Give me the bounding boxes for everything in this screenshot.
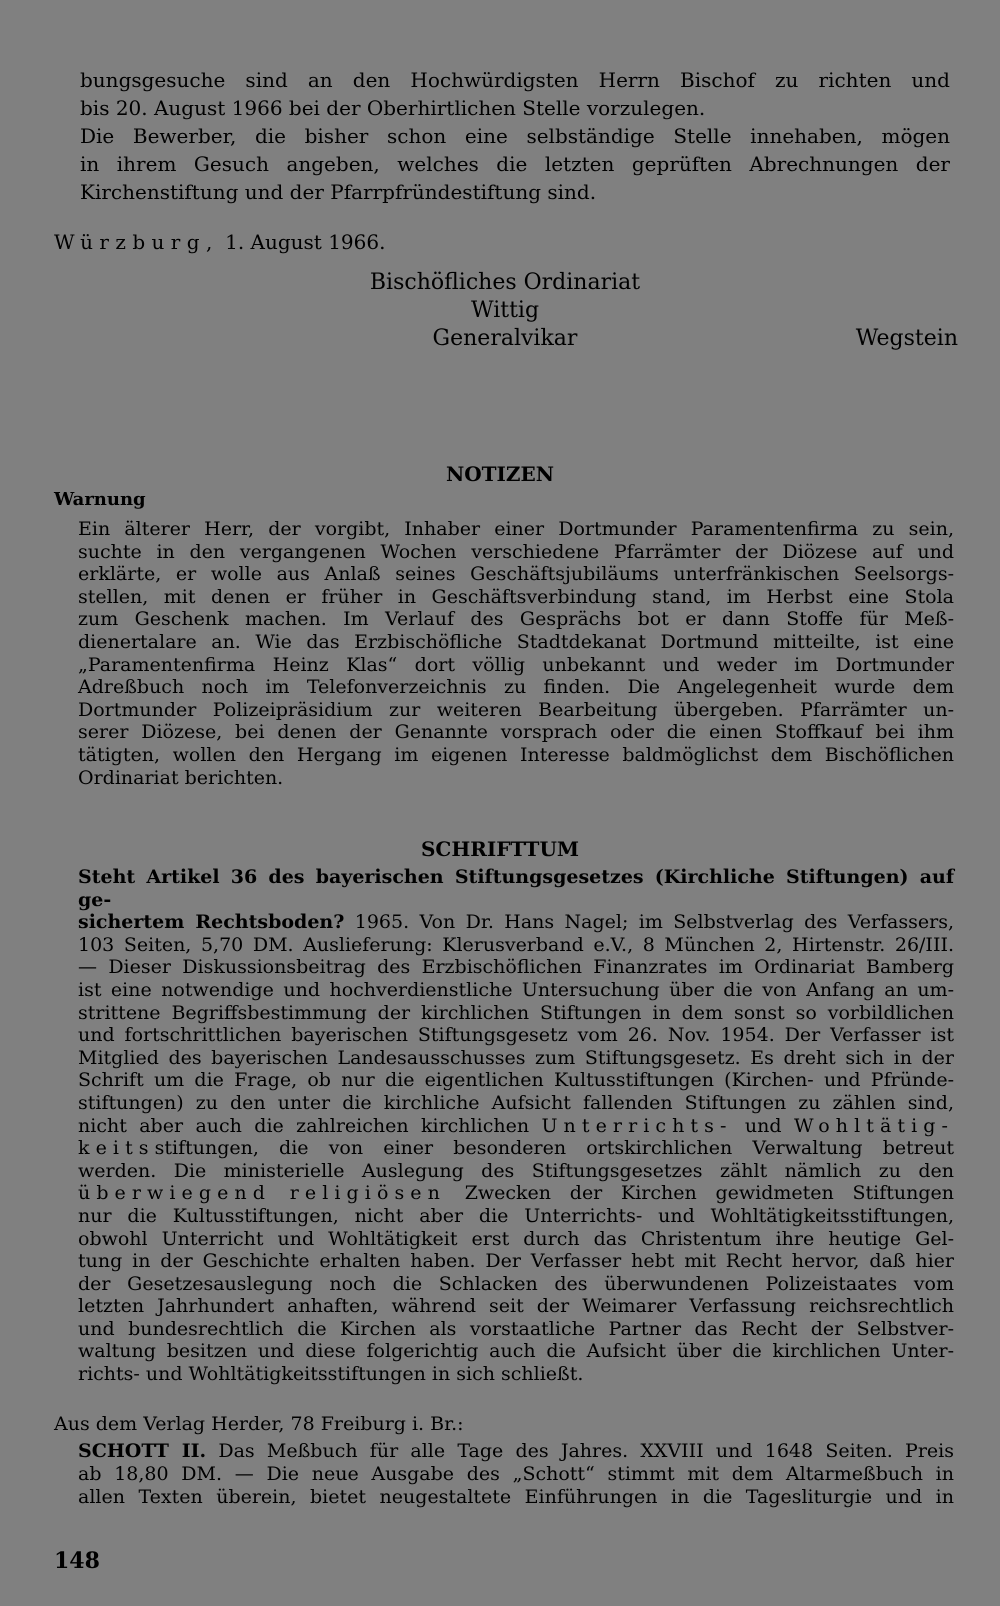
dateline — [54, 228, 554, 256]
text-line: werden. Die ministerielle Auslegung des Stiftungsgesetzes zählt nämlich zu den — [78, 1159, 954, 1182]
text-line: Kirchenstiftung und der Pfarrpfründestiftung sind. — [80, 180, 597, 204]
text-fragment: nicht aber auch die zahlreichen kirchlichen — [78, 1114, 542, 1137]
text-line: nur die Kultusstiftungen, nicht aber die Unterrichts- und Wohltätigkeitsstiftungen, — [78, 1204, 954, 1227]
emphasis-religioesen: religiösen — [289, 1182, 446, 1205]
text-line: stellen, mit denen er früher in Geschäftsverbindung stand, im Herbst eine Stola — [78, 585, 954, 608]
signature-name: Wittig — [470, 298, 540, 323]
book-title-line: Steht Artikel 36 des bayerischen Stiftungsgesetzes (Kirchliche Stiftungen) auf ge- — [78, 866, 954, 911]
text-line: in ihrem Gesuch angeben, welches die letzten geprüften Abrechnungen der — [80, 152, 950, 176]
text-line — [78, 911, 954, 934]
emphasis-keits: keits — [78, 1137, 155, 1160]
text-line: richts- und Wohltätigkeitsstiftungen in sich schließt. — [78, 1363, 584, 1386]
emphasis-unterrichts: Unterrichts- — [541, 1114, 733, 1137]
text-line: der Gesetzesauslegung noch die Schlacken des überwundenen Polizeistaates vom — [78, 1272, 954, 1295]
text-line: erklärte, er wolle aus Anlaß seines Geschäftsjubiläums unterfränkischen Seelsorgs- — [78, 563, 954, 586]
text-line — [78, 1115, 954, 1138]
herder-paragraph — [78, 1440, 954, 1509]
text-line — [78, 1182, 954, 1205]
text-line: tätigten, wollen den Hergang im eigenen Interesse baldmöglichst dem Bischöflichen — [78, 743, 954, 766]
text-fragment: Zwecken der Kirchen gewidmeten Stiftungen — [445, 1182, 954, 1205]
emphasis-ueberwiegend: überwiegend — [78, 1182, 271, 1205]
signature-cosigner: Wegstein — [855, 326, 958, 351]
text-fragment: stiftungen, die von einer besonderen ortskirchlichen Verwaltung betreut — [154, 1137, 954, 1160]
text-line: ab 18,80 DM. — Die neue Ausgabe des „Schott“ stimmt mit dem Altarmeßbuch in — [78, 1463, 954, 1485]
text-fragment: Das Meßbuch für alle Tage des Jahres. XXVIII und 1648 Seiten. Preis — [206, 1440, 954, 1462]
text-line: serer Diözese, bei denen der Genannte vorsprach oder die einen Stoffkauf bei ihm — [78, 721, 954, 744]
text-line — [78, 1440, 954, 1463]
text-line: „Paramentenfirma Heinz Klas“ dort völlig unbekannt und weder im Dortmunder — [78, 653, 954, 676]
text-fragment: und — [732, 1114, 794, 1137]
text-line: bis 20. August 1966 bei der Oberhirtlichen Stelle vorzulegen. — [80, 96, 706, 120]
page-number: 148 — [54, 1548, 100, 1574]
text-line: waltung besitzen und diese folgerichtig auch die Aufsicht über die kirchlichen Unter- — [78, 1340, 954, 1363]
text-line: und bundesrechtlich die Kirchen als vorstaatliche Partner das Recht der Selbstver- — [78, 1317, 954, 1340]
text-line: Adreßbuch noch im Telefonverzeichnis zu finden. Die Angelegenheit wurde dem — [78, 676, 954, 699]
text-line: Ein älterer Herr, der vorgibt, Inhaber einer Dortmunder Paramentenfirma zu sein, — [78, 518, 954, 540]
text-line: Schrift um die Frage, ob nur die eigentlichen Kultusstiftungen (Kirchen- und Pfründe- — [78, 1069, 954, 1092]
intro-paragraph — [80, 66, 950, 206]
dateline-date: 1. August 1966. — [225, 230, 386, 254]
book-meta: 1965. Von Dr. Hans Nagel; im Selbstverlag des Verfassers, — [344, 911, 955, 934]
text-line: dienertalare an. Wie das Erzbischöfliche Stadtdekanat Dortmund mitteilte, ist eine — [78, 630, 954, 653]
text-line: Dortmunder Polizeipräsidium zur weiteren Bearbeitung übergeben. Pfarrämter un- — [78, 698, 954, 721]
dateline-place: Würzburg, — [54, 230, 219, 254]
section-heading-schrifttum: SCHRIFTTUM — [420, 837, 580, 861]
text-line: letzten Jahrhundert anhaften, während seit der Weimarer Verfassung reichsrechtlich — [78, 1295, 954, 1318]
text-line: 103 Seiten, 5,70 DM. Auslieferung: Klerusverband e.V., 8 München 2, Hirtenstr. 26/III. — [78, 933, 954, 956]
text-line: strittene Begriffsbestimmung der kirchlichen Stiftungen in dem sonst so vorbildlichen — [78, 1001, 954, 1024]
notizen-paragraph — [78, 518, 954, 789]
text-line: suchte in den vergangenen Wochen verschiedene Pfarrämter der Diözese auf und — [78, 540, 954, 563]
text-line: — Dieser Diskussionsbeitrag des Erzbischöflichen Finanzrates im Ordinariat Bamberg — [78, 956, 954, 979]
herder-intro: Aus dem Verlag Herder, 78 Freiburg i. Br.: — [54, 1413, 464, 1435]
schrifttum-paragraph — [78, 866, 954, 1386]
text-line: Mitglied des bayerischen Landesausschusses zum Stiftungsgesetz. Es dreht sich in der — [78, 1046, 954, 1069]
signature-title: Generalvikar — [432, 326, 578, 351]
text-line: Ordinariat berichten. — [78, 766, 284, 789]
text-line: bungsgesuche sind an den Hochwürdigsten Herrn Bischof zu richten und — [80, 68, 950, 92]
text-line: tung in der Geschichte erhalten haben. Der Verfasser hebt mit Recht hervor, daß hier — [78, 1250, 954, 1273]
text-line: zum Geschenk machen. Im Verlauf des Gesprächs bot er dann Stoffe für Meß- — [78, 608, 954, 631]
emphasis-wohltaetig: Wohltätig- — [793, 1114, 954, 1137]
text-line: stiftungen) zu den unter die kirchliche Aufsicht fallenden Stiftungen zu zählen sind, — [78, 1091, 954, 1114]
text-line: obwohl Unterricht und Wohltätigkeit erst durch das Christentum ihre heutige Gel- — [78, 1227, 954, 1250]
text-line: Die Bewerber, die bisher schon eine selbständige Stelle innehaben, mögen — [80, 124, 950, 148]
text-line: und fortschrittlichen bayerischen Stiftungsgesetz vom 26. Nov. 1954. Der Verfasser ist — [78, 1024, 954, 1047]
book-title-end: sichertem Rechtsboden? — [78, 911, 345, 934]
schott-title: SCHOTT II. — [78, 1440, 207, 1462]
text-line: allen Texten überein, bietet neugestaltete Einführungen in die Tagesliturgie und in — [78, 1486, 954, 1508]
signature-office: Bischöfliches Ordinariat — [369, 270, 641, 295]
subheading-warnung: Warnung — [54, 489, 146, 510]
text-line: ist eine notwendige und hochverdienstliche Untersuchung über die von Anfang an um- — [78, 978, 954, 1001]
section-heading-notizen: NOTIZEN — [445, 462, 555, 486]
text-line — [78, 1137, 954, 1160]
